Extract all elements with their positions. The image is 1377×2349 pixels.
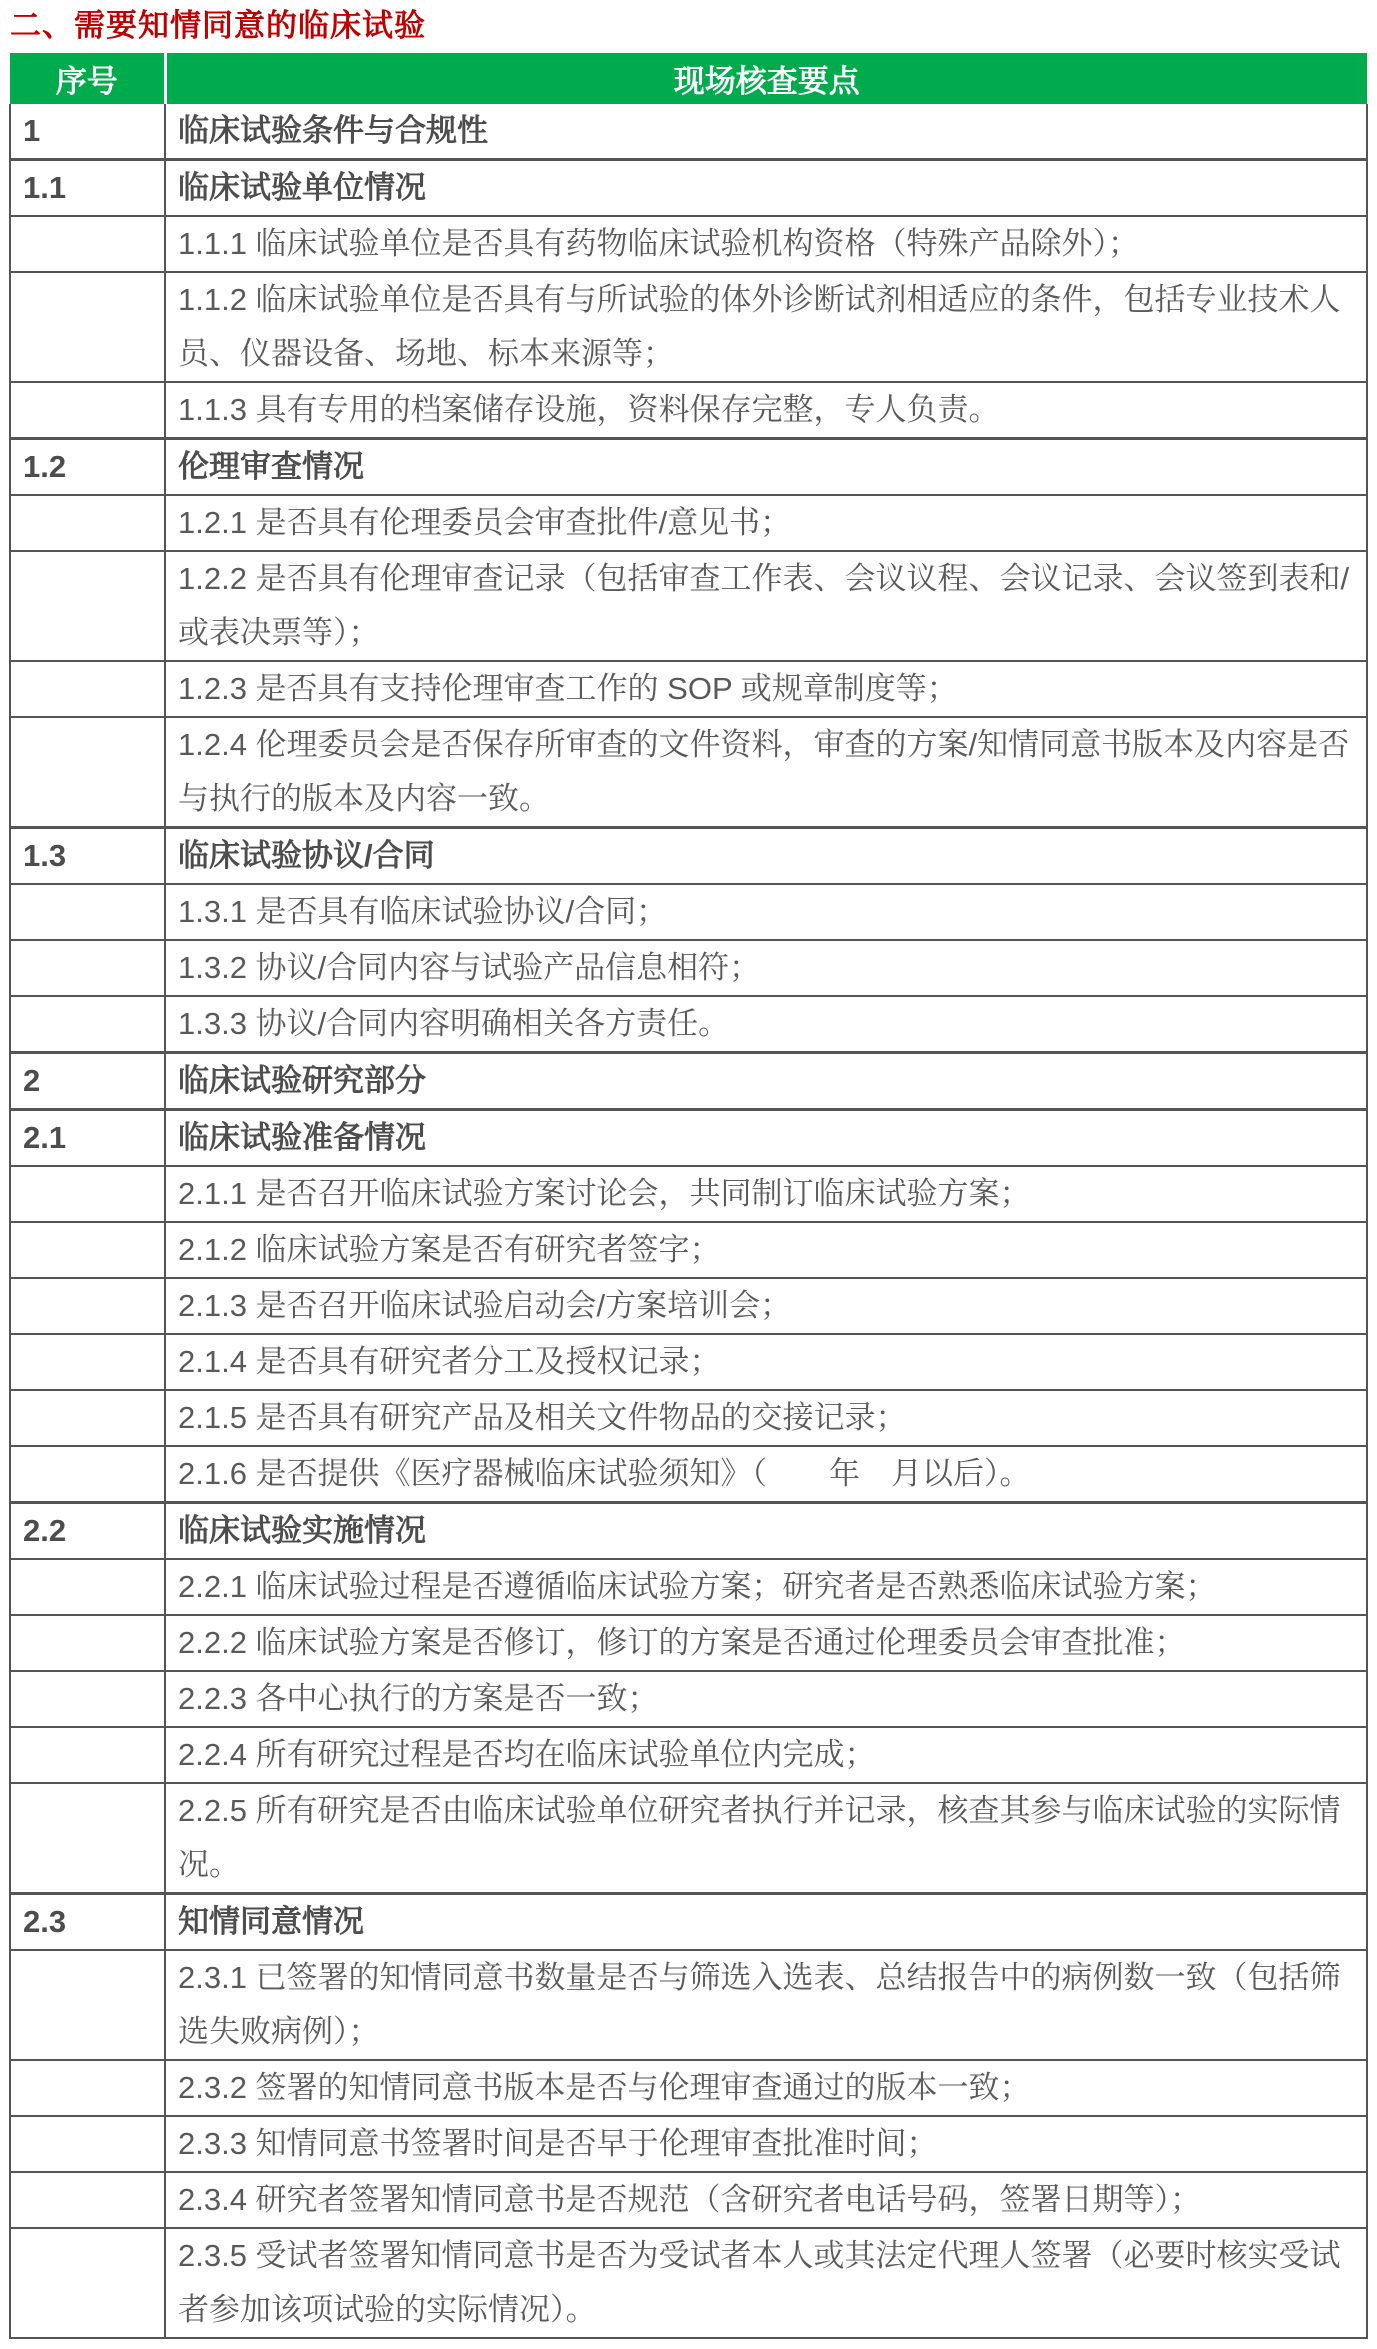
row-verification-point-cell: 1.1.2 临床试验单位是否具有与所试验的体外诊断试剂相适应的条件，包括专业技术人员、仪器设备、场地、标本来源等；: [165, 272, 1367, 382]
row-serial-number-cell: [10, 1166, 165, 1222]
table-row: [10, 1166, 1367, 1222]
row-serial-number-cell: [10, 216, 165, 272]
table-row: [10, 1615, 1367, 1671]
row-serial-number-cell: 2: [10, 1052, 165, 1109]
table-row: [10, 1278, 1367, 1334]
table-row: [10, 661, 1367, 717]
table-row: [10, 940, 1367, 996]
table-row: [10, 1950, 1367, 2060]
table-row: [10, 104, 1367, 160]
row-serial-number-cell: [10, 2060, 165, 2116]
column-header-serial-number: 序号: [10, 53, 165, 104]
table-row: [10, 827, 1367, 884]
row-verification-point-cell: 2.2.1 临床试验过程是否遵循临床试验方案；研究者是否熟悉临床试验方案；: [165, 1559, 1367, 1615]
row-serial-number-cell: [10, 717, 165, 828]
table-row: [10, 884, 1367, 940]
row-serial-number-cell: 2.1: [10, 1109, 165, 1166]
row-verification-point-cell: 2.1.5 是否具有研究产品及相关文件物品的交接记录；: [165, 1390, 1367, 1446]
table-row: [10, 2172, 1367, 2228]
table-row: [10, 1446, 1367, 1503]
table-header-row: [10, 53, 1367, 104]
row-verification-point-cell: 1.2.4 伦理委员会是否保存所审查的文件资料，审查的方案/知情同意书版本及内容是否与执行的版本及内容一致。: [165, 717, 1367, 828]
table-header: [10, 53, 1367, 104]
row-serial-number-cell: [10, 382, 165, 439]
row-serial-number-cell: [10, 551, 165, 661]
table-row: [10, 216, 1367, 272]
table-row: [10, 1727, 1367, 1783]
row-serial-number-cell: [10, 1559, 165, 1615]
row-serial-number-cell: [10, 1278, 165, 1334]
row-serial-number-cell: [10, 1222, 165, 1278]
table-row: [10, 159, 1367, 216]
table-row: [10, 996, 1367, 1053]
table-row: [10, 717, 1367, 828]
table-row: [10, 1783, 1367, 1894]
checklist-table: [9, 53, 1368, 2339]
row-verification-point-cell: 知情同意情况: [165, 1893, 1367, 1950]
row-verification-point-cell: 2.2.5 所有研究是否由临床试验单位研究者执行并记录，核查其参与临床试验的实际情况。: [165, 1783, 1367, 1894]
table-row: [10, 1671, 1367, 1727]
row-serial-number-cell: 1.2: [10, 438, 165, 495]
table-row: [10, 1222, 1367, 1278]
row-serial-number-cell: [10, 1615, 165, 1671]
table-row: [10, 1502, 1367, 1559]
row-serial-number-cell: [10, 884, 165, 940]
row-verification-point-cell: 2.1.4 是否具有研究者分工及授权记录；: [165, 1334, 1367, 1390]
row-verification-point-cell: 1.1.3 具有专用的档案储存设施，资料保存完整，专人负责。: [165, 382, 1367, 439]
row-serial-number-cell: [10, 2172, 165, 2228]
row-serial-number-cell: 1.1: [10, 159, 165, 216]
row-verification-point-cell: 1.2.2 是否具有伦理审查记录（包括审查工作表、会议议程、会议记录、会议签到表和/或表决票等）；: [165, 551, 1367, 661]
row-verification-point-cell: 1.1.1 临床试验单位是否具有药物临床试验机构资格（特殊产品除外）；: [165, 216, 1367, 272]
table-row: [10, 2228, 1367, 2338]
row-verification-point-cell: 2.1.1 是否召开临床试验方案讨论会，共同制订临床试验方案；: [165, 1166, 1367, 1222]
row-serial-number-cell: 2.2: [10, 1502, 165, 1559]
row-verification-point-cell: 1.3.2 协议/合同内容与试验产品信息相符；: [165, 940, 1367, 996]
row-serial-number-cell: [10, 2228, 165, 2338]
row-verification-point-cell: 临床试验研究部分: [165, 1052, 1367, 1109]
table-row: [10, 438, 1367, 495]
table-row: [10, 1559, 1367, 1615]
row-serial-number-cell: [10, 1727, 165, 1783]
row-serial-number-cell: 2.3: [10, 1893, 165, 1950]
table-row: [10, 1052, 1367, 1109]
table-row: [10, 272, 1367, 382]
row-verification-point-cell: 2.2.3 各中心执行的方案是否一致；: [165, 1671, 1367, 1727]
row-verification-point-cell: 2.3.2 签署的知情同意书版本是否与伦理审查通过的版本一致；: [165, 2060, 1367, 2116]
table-row: [10, 1109, 1367, 1166]
row-verification-point-cell: 2.1.2 临床试验方案是否有研究者签字；: [165, 1222, 1367, 1278]
row-verification-point-cell: 2.3.4 研究者签署知情同意书是否规范（含研究者电话号码，签署日期等）；: [165, 2172, 1367, 2228]
table-row: [10, 1893, 1367, 1950]
row-verification-point-cell: 2.2.2 临床试验方案是否修订，修订的方案是否通过伦理委员会审查批准；: [165, 1615, 1367, 1671]
row-verification-point-cell: 临床试验单位情况: [165, 159, 1367, 216]
row-verification-point-cell: 临床试验准备情况: [165, 1109, 1367, 1166]
row-verification-point-cell: 2.2.4 所有研究过程是否均在临床试验单位内完成；: [165, 1727, 1367, 1783]
row-verification-point-cell: 2.1.6 是否提供《医疗器械临床试验须知》（ 年 月以后）。: [165, 1446, 1367, 1503]
row-verification-point-cell: 1.3.3 协议/合同内容明确相关各方责任。: [165, 996, 1367, 1053]
row-serial-number-cell: [10, 1390, 165, 1446]
row-verification-point-cell: 临床试验实施情况: [165, 1502, 1367, 1559]
row-serial-number-cell: [10, 1671, 165, 1727]
page-title: 二、需要知情同意的临床试验: [10, 8, 426, 43]
table-row: [10, 1334, 1367, 1390]
table-row: [10, 2060, 1367, 2116]
row-serial-number-cell: [10, 272, 165, 382]
table-row: [10, 2116, 1367, 2172]
row-verification-point-cell: 临床试验协议/合同: [165, 827, 1367, 884]
row-serial-number-cell: [10, 2116, 165, 2172]
row-verification-point-cell: 临床试验条件与合规性: [165, 104, 1367, 160]
row-serial-number-cell: [10, 996, 165, 1053]
row-verification-point-cell: 2.3.5 受试者签署知情同意书是否为受试者本人或其法定代理人签署（必要时核实受试者参加该项试验的实际情况）。: [165, 2228, 1367, 2338]
row-verification-point-cell: 1.2.1 是否具有伦理委员会审查批件/意见书；: [165, 495, 1367, 551]
row-serial-number-cell: [10, 1950, 165, 2060]
row-serial-number-cell: [10, 1446, 165, 1503]
table-row: [10, 382, 1367, 439]
column-header-verification-points: 现场核查要点: [165, 53, 1367, 104]
row-serial-number-cell: [10, 1334, 165, 1390]
table-row: [10, 551, 1367, 661]
row-verification-point-cell: 2.3.3 知情同意书签署时间是否早于伦理审查批准时间；: [165, 2116, 1367, 2172]
row-serial-number-cell: [10, 495, 165, 551]
row-serial-number-cell: [10, 1783, 165, 1894]
table-body: [10, 104, 1367, 2338]
table-row: [10, 495, 1367, 551]
row-verification-point-cell: 2.1.3 是否召开临床试验启动会/方案培训会；: [165, 1278, 1367, 1334]
row-serial-number-cell: 1.3: [10, 827, 165, 884]
row-verification-point-cell: 1.2.3 是否具有支持伦理审查工作的 SOP 或规章制度等；: [165, 661, 1367, 717]
row-serial-number-cell: 1: [10, 104, 165, 160]
row-verification-point-cell: 伦理审查情况: [165, 438, 1367, 495]
row-serial-number-cell: [10, 661, 165, 717]
row-verification-point-cell: 1.3.1 是否具有临床试验协议/合同；: [165, 884, 1367, 940]
row-serial-number-cell: [10, 940, 165, 996]
table-row: [10, 1390, 1367, 1446]
row-verification-point-cell: 2.3.1 已签署的知情同意书数量是否与筛选入选表、总结报告中的病例数一致（包括筛选失败病例）；: [165, 1950, 1367, 2060]
